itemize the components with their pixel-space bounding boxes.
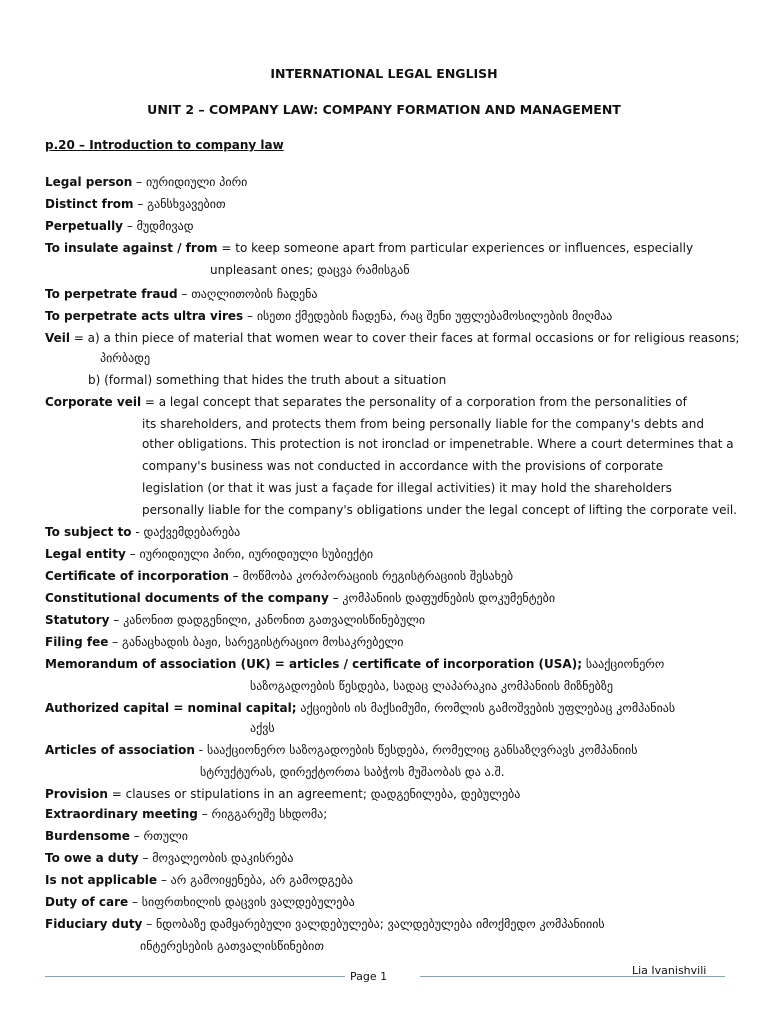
- glossary-term: To insulate against / from: [45, 241, 218, 255]
- glossary-definition: legislation (or that it was just a façade for illegal activities) it may hold the shareholders: [142, 481, 672, 495]
- glossary-definition: – კომპანიის დაფუძნების დოკუმენტები: [328, 591, 556, 605]
- glossary-definition: = to keep someone apart from particular experiences or influences, especially: [217, 241, 694, 255]
- glossary-entry: [45, 612, 425, 628]
- glossary-entry: [45, 330, 740, 346]
- glossary-entry: [45, 894, 355, 910]
- glossary-entry: [45, 394, 687, 410]
- glossary-definition: პირბადე: [100, 351, 151, 365]
- glossary-entry: [45, 218, 194, 234]
- glossary-entry: [45, 546, 373, 562]
- footer-divider-left: [45, 976, 345, 977]
- glossary-entry: [45, 806, 327, 822]
- glossary-definition: საზოგადოების წესდება, სადაც ლაპარაკია კომპანიის მიზნებზე: [250, 679, 613, 693]
- glossary-definition: other obligations. This protection is not ironclad or impenetrable. Where a court determines that a: [142, 437, 734, 451]
- glossary-definition: = a legal concept that separates the personality of a corporation from the personalities of: [141, 395, 687, 409]
- glossary-term: To perpetrate fraud: [45, 287, 178, 301]
- glossary-term: Filing fee: [45, 635, 109, 649]
- glossary-definition: = clauses or stipulations in an agreement; დადგენილება, დებულება: [107, 787, 521, 801]
- glossary-term: Statutory: [45, 613, 110, 627]
- glossary-definition: სააქციონერო: [582, 657, 665, 671]
- glossary-term: Legal entity: [45, 547, 126, 561]
- glossary-definition: სტრუქტურას, დირექტორთა საბჭოს მუშაობას და ა.შ.: [200, 765, 505, 779]
- glossary-definition: personally liable for the company's obligations under the legal concept of lifting the corporate veil.: [142, 503, 737, 517]
- glossary-term: Memorandum of association (UK) = articles / certificate of incorporation (USA);: [45, 657, 582, 671]
- glossary-definition: – სიფრთხილის დაცვის ვალდებულება: [128, 895, 355, 909]
- glossary-entry: [45, 916, 605, 932]
- glossary-term: Certificate of incorporation: [45, 569, 229, 583]
- glossary-entry: [250, 678, 613, 694]
- glossary-entry: [45, 568, 513, 584]
- glossary-definition: – იურიდიული პირი: [132, 175, 248, 189]
- glossary-entry: [142, 480, 672, 496]
- glossary-term: To perpetrate acts ultra vires: [45, 309, 244, 323]
- glossary-term: Provision: [45, 787, 108, 801]
- glossary-definition: – ისეთი ქმედების ჩადენა, რაც შენი უფლებამოსილების მიღმაა: [243, 309, 613, 323]
- glossary-term: Veil: [45, 331, 70, 345]
- glossary-definition: - დაქვემდებარება: [131, 525, 241, 539]
- glossary-term: Authorized capital = nominal capital;: [45, 701, 297, 715]
- glossary-term: To subject to: [45, 525, 132, 539]
- glossary-entry: [45, 590, 555, 606]
- glossary-term: Extraordinary meeting: [45, 807, 198, 821]
- glossary-definition: – კანონით დადგენილი, კანონით გათვალისწინებული: [109, 613, 426, 627]
- glossary-entry: [45, 786, 520, 802]
- author-name: Lia Ivanishvili: [632, 964, 707, 977]
- glossary-entry: [88, 372, 446, 388]
- glossary-term: Fiduciary duty: [45, 917, 143, 931]
- glossary-entry: [142, 502, 737, 518]
- glossary-definition: – თაღლითობის ჩადენა: [177, 287, 318, 301]
- glossary-definition: – ნდობაზე დამყარებული ვალდებულება; ვალდებულება იმოქმედო კომპანიიის: [142, 917, 605, 931]
- glossary-entry: [45, 742, 638, 758]
- glossary-definition: – განაცხადის ბაჟი, სარეგისტრაციო მოსაკრებელი: [108, 635, 404, 649]
- glossary-entry: [45, 872, 353, 888]
- glossary-entry: [200, 764, 505, 780]
- glossary-entry: [45, 240, 693, 256]
- glossary-definition: აქვს: [250, 721, 275, 735]
- glossary-term: Burdensome: [45, 829, 130, 843]
- glossary-entry: [140, 938, 324, 954]
- glossary-term: Is not applicable: [45, 873, 158, 887]
- glossary-definition: – რიგგარეშე სხდომა;: [197, 807, 328, 821]
- glossary-entry: [142, 416, 704, 432]
- glossary-entry: [142, 458, 663, 474]
- glossary-term: Distinct from: [45, 197, 134, 211]
- document-title: INTERNATIONAL LEGAL ENGLISH: [270, 66, 498, 81]
- glossary-definition: – მოწმობა კორპორაციის რეგისტრაციის შესახებ: [228, 569, 514, 583]
- glossary-term: Corporate veil: [45, 395, 142, 409]
- section-heading: p.20 – Introduction to company law: [45, 138, 284, 152]
- glossary-entry: [45, 308, 612, 324]
- glossary-entry: [45, 174, 247, 190]
- glossary-definition: b) (formal) something that hides the truth about a situation: [88, 373, 447, 387]
- glossary-entry: [142, 436, 734, 452]
- glossary-definition: its shareholders, and protects them from being personally liable for the company's debts and: [142, 417, 704, 431]
- glossary-entry: [45, 656, 664, 672]
- glossary-entry: [45, 196, 226, 212]
- glossary-definition: – განსხვავებით: [133, 197, 226, 211]
- glossary-entry: [45, 634, 404, 650]
- glossary-entry: [210, 262, 410, 278]
- glossary-definition: – არ გამოიყენება, არ გამოდგება: [157, 873, 354, 887]
- glossary-definition: – იურიდიული პირი, იურიდიული სუბიექტი: [125, 547, 374, 561]
- glossary-definition: აქციების ის მაქსიმუმი, რომლის გამოშვების უფლებაც კომპანიას: [296, 701, 676, 715]
- glossary-definition: unpleasant ones; დაცვა რამისგან: [210, 263, 410, 277]
- glossary-definition: – მუდმივად: [123, 219, 194, 233]
- glossary-entry: [250, 720, 275, 736]
- page-number: Page 1: [350, 970, 388, 983]
- glossary-entry: [45, 524, 240, 540]
- glossary-term: To owe a duty: [45, 851, 139, 865]
- glossary-definition: – მოვალეობის დაკისრება: [138, 851, 294, 865]
- glossary-definition: = a) a thin piece of material that women wear to cover their faces at formal occasions or for religious reasons;: [70, 331, 740, 345]
- unit-title: UNIT 2 – COMPANY LAW: COMPANY FORMATION AND MANAGEMENT: [147, 102, 621, 117]
- glossary-definition: – რთული: [129, 829, 188, 843]
- glossary-definition: company's business was not conducted in accordance with the provisions of corporate: [142, 459, 664, 473]
- glossary-term: Legal person: [45, 175, 133, 189]
- glossary-term: Constitutional documents of the company: [45, 591, 329, 605]
- glossary-term: Perpetually: [45, 219, 124, 233]
- glossary-definition: - სააქციონერო საზოგადოების წესდება, რომელიც განსაზღვრავს კომპანიის: [194, 743, 638, 757]
- glossary-entry: [45, 850, 294, 866]
- glossary-entry: [45, 286, 318, 302]
- glossary-term: Duty of care: [45, 895, 129, 909]
- glossary-entry: [45, 700, 675, 716]
- glossary-definition: ინტერესების გათვალისწინებით: [140, 939, 324, 953]
- glossary-entry: [45, 828, 188, 844]
- glossary-entry: [100, 350, 150, 366]
- glossary-term: Articles of association: [45, 743, 195, 757]
